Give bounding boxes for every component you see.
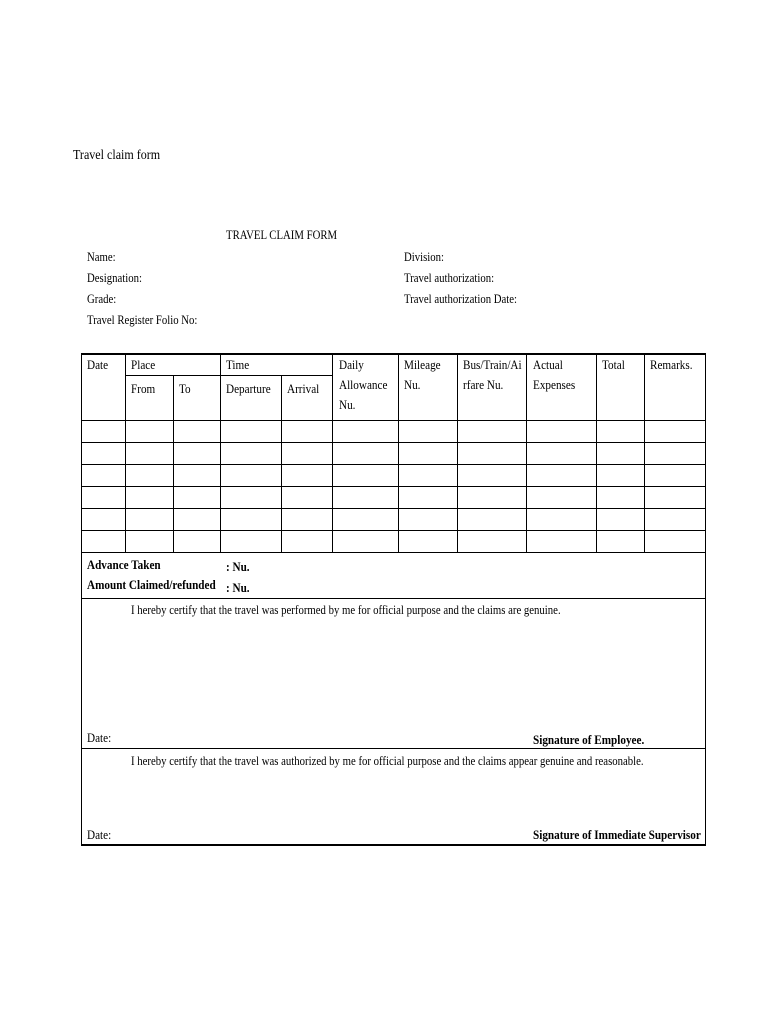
col-actual-expenses-line2: Expenses: [533, 377, 576, 392]
col-daily-allowance-line2: Allowance: [339, 377, 388, 392]
col-from: From: [131, 381, 156, 396]
amount-claimed-label: Amount Claimed/refunded: [87, 577, 216, 592]
employee-certification-statement: I hereby certify that the travel was performed by me for official purpose and the claims are genuine.: [131, 603, 561, 617]
col-fare-line2: rfare Nu.: [463, 377, 504, 392]
col-time: Time: [226, 357, 250, 372]
supervisor-signature-label: Signature of Immediate Supervisor: [533, 827, 701, 842]
col-arrival: Arrival: [287, 381, 320, 396]
supervisor-certification-statement: I hereby certify that the travel was authorized by me for official purpose and the claims appear genuine and reasonable.: [131, 754, 644, 768]
field-designation: Designation:: [87, 271, 142, 285]
field-name: Name:: [87, 250, 116, 264]
field-travel-authorization-date: Travel authorization Date:: [404, 292, 518, 306]
advance-taken-value: : Nu.: [226, 559, 250, 574]
field-division: Division:: [404, 250, 445, 264]
col-place: Place: [131, 357, 156, 372]
form-title: TRAVEL CLAIM FORM: [226, 228, 338, 242]
col-total: Total: [602, 357, 625, 372]
advance-taken-label: Advance Taken: [87, 557, 161, 572]
field-grade: Grade:: [87, 292, 117, 306]
field-travel-authorization: Travel authorization:: [404, 271, 495, 285]
col-remarks: Remarks.: [650, 357, 693, 372]
col-date: Date: [87, 357, 109, 372]
col-mileage-line2: Nu.: [404, 377, 421, 392]
col-daily-allowance: Daily: [339, 357, 364, 372]
employee-date-label: Date:: [87, 730, 112, 745]
col-daily-allowance-line3: Nu.: [339, 397, 356, 412]
col-departure: Departure: [226, 381, 271, 396]
col-mileage: Mileage: [404, 357, 441, 372]
col-to: To: [179, 381, 191, 396]
supervisor-date-label: Date:: [87, 827, 112, 842]
col-fare: Bus/Train/Ai: [463, 357, 522, 372]
col-actual-expenses: Actual: [533, 357, 563, 372]
employee-signature-label: Signature of Employee.: [533, 732, 645, 747]
field-folio-no: Travel Register Folio No:: [87, 313, 198, 327]
document-title: Travel claim form: [73, 148, 161, 163]
amount-claimed-value: : Nu.: [226, 580, 250, 595]
